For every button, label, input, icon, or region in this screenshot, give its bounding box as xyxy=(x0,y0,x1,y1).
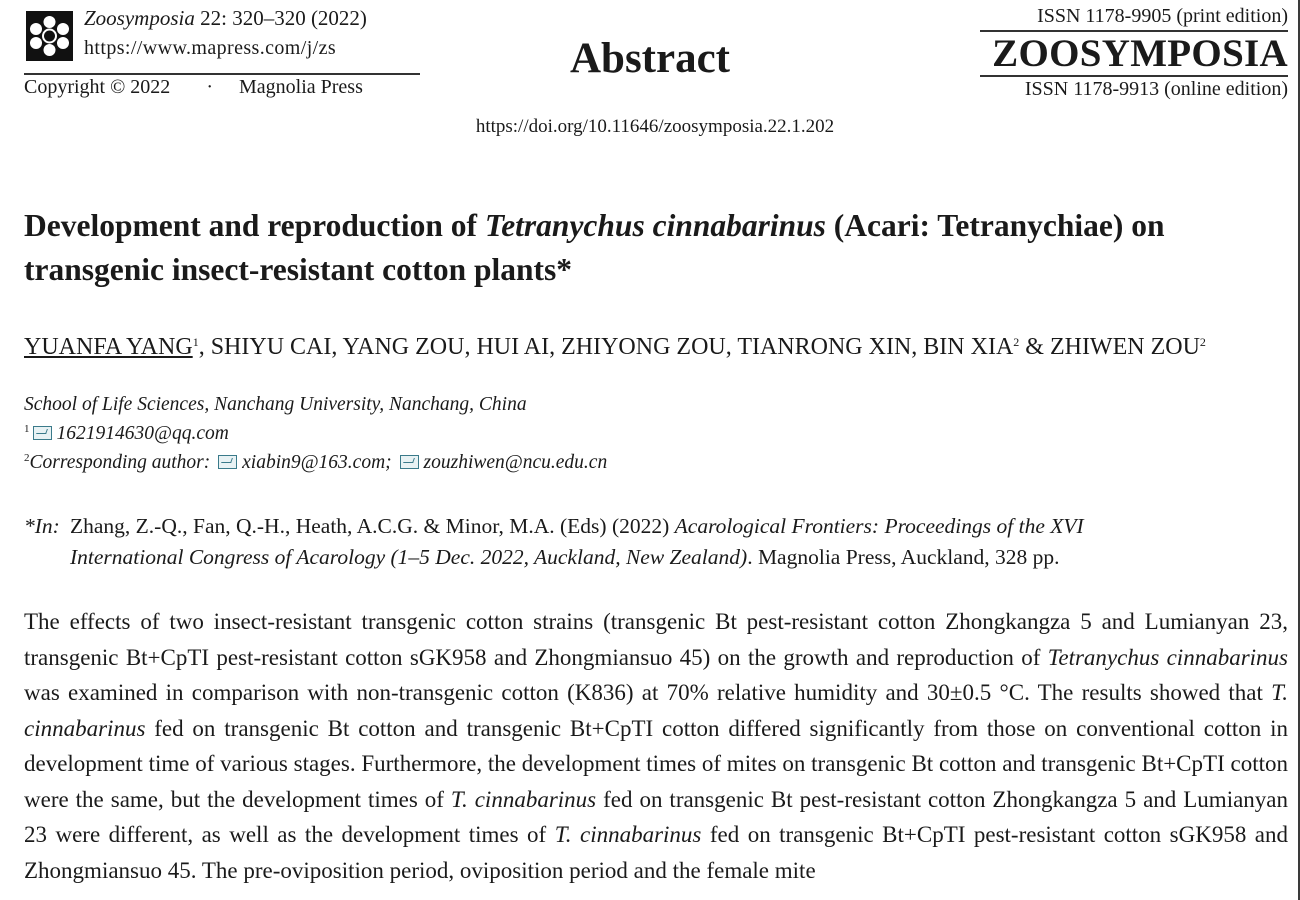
abstract-text: The effects of two insect-resistant transgenic cotton strains (transgenic Bt pest-resistant cotton Zhongkangza 5 and Lumianyan 23, transgenic Bt+CpTI pest-resistant cotton sGK958 and Zhongmiansuo 45) on the growth and reproduction of xyxy=(24,609,1288,670)
email-3-link[interactable]: zouzhiwen@ncu.edu.cn xyxy=(423,452,608,473)
abstract-text: fed on transgenic Bt+CpTI pest-resistant cotton sGK958 and Zhongmiansuo 45. The pre-oviposition period, oviposition period and the female mite xyxy=(24,822,1288,883)
book-title-line2: International Congress of Acarology (1–5 Dec. 2022, Auckland, New Zealand) xyxy=(70,545,748,569)
title-part2: (Acari: Tetranychiae) on transgenic insect-resistant cotton plants* xyxy=(24,208,1165,287)
abstract-body xyxy=(24,604,1288,888)
doi-link[interactable]: https://doi.org/10.11646/zoosymposia.22.1.202 xyxy=(475,116,835,137)
abstract-text: fed on transgenic Bt cotton and transgenic Bt+CpTI cotton differed significantly from those on conventional cotton in development time of various stages. Furthermore, the development times of mites on transgenic Bt cotton and transgenic Bt+CpTI cotton were the same, but the development times of xyxy=(24,715,1288,812)
species-name: T. cinnabarinus xyxy=(554,822,702,847)
proceedings-citation xyxy=(24,511,1286,573)
email-line-1 xyxy=(24,423,229,445)
first-author-link[interactable]: YUANFA YANG xyxy=(24,334,193,360)
journal-banner: ZOOSYMPOSIA xyxy=(992,32,1288,75)
middle-authors: , SHIYU CAI, YANG ZOU, HUI AI, ZHIYONG ZOU, TIANRONG XIN, BIN XIA xyxy=(198,334,1014,360)
species-name: Tetranychus cinnabarinus xyxy=(1047,644,1288,670)
article-title xyxy=(24,204,1294,292)
corresponding-line xyxy=(24,452,607,474)
publisher-info: . Magnolia Press, Auckland, 328 pp. xyxy=(747,545,1060,569)
title-part1: Development and reproduction of xyxy=(24,208,485,243)
issn-online: ISSN 1178-9913 (online edition) xyxy=(980,75,1288,101)
journal-url[interactable]: https://www.mapress.com/j/zs xyxy=(84,37,337,59)
journal-name: Zoosymposia xyxy=(84,6,195,30)
copyright-text: Copyright © 2022 xyxy=(24,76,171,98)
section-title: Abstract xyxy=(569,35,730,82)
publisher-name: Magnolia Press xyxy=(238,76,363,98)
species-name: T. cinnabarinus xyxy=(450,786,597,812)
citation-lead: *In: xyxy=(24,514,60,538)
citation-editors: Zhang, Z.-Q., Fan, Q.-H., Heath, A.C.G. & Minor, M.A. (Eds) (2022) xyxy=(70,514,675,538)
envelope-icon xyxy=(33,426,52,440)
separator-dot: · xyxy=(206,76,213,98)
envelope-icon xyxy=(218,455,237,469)
email-mark: 1 xyxy=(24,423,30,435)
copyright-line xyxy=(24,76,363,99)
issn-print: ISSN 1178-9905 (print edition) xyxy=(980,5,1288,32)
author-mark: 1 xyxy=(192,335,199,349)
abstract-text: was examined in comparison with non-transgenic cotton (K836) at 70% relative humidity and 30±0.5 °C. The results showed that xyxy=(24,680,1272,705)
author-list xyxy=(24,325,1294,364)
species-name: T. cinnabarinus xyxy=(24,680,1288,741)
corresponding-label: Corresponding author: xyxy=(29,452,216,473)
abstract-text: fed on transgenic Bt pest-resistant cotton Zhongkangza 5 and Lumianyan 23 were different, as well as the development times of xyxy=(24,786,1289,847)
header-rule xyxy=(24,73,420,75)
journal-citation xyxy=(84,6,367,60)
email-2-link[interactable]: xiabin9@163.com; xyxy=(242,452,392,473)
last-author: & ZHIWEN ZOU xyxy=(1019,334,1200,360)
book-title-line1: Acarological Frontiers: Proceedings of the XVI xyxy=(674,514,1084,538)
journal-volume: 22: 320–320 (2022) xyxy=(194,6,367,30)
title-species: Tetranychus cinnabarinus xyxy=(484,208,826,243)
flower-logo-icon xyxy=(26,11,73,61)
issn-block xyxy=(980,5,1288,101)
email-1-link[interactable]: 1621914630@qq.com xyxy=(56,423,229,444)
author-mark: 2 xyxy=(1013,335,1020,349)
author-mark: 2 xyxy=(1199,335,1206,349)
envelope-icon xyxy=(400,455,419,469)
affiliation: School of Life Sciences, Nanchang University, Nanchang, China xyxy=(24,394,527,415)
corresponding-mark: 2 xyxy=(24,452,30,464)
